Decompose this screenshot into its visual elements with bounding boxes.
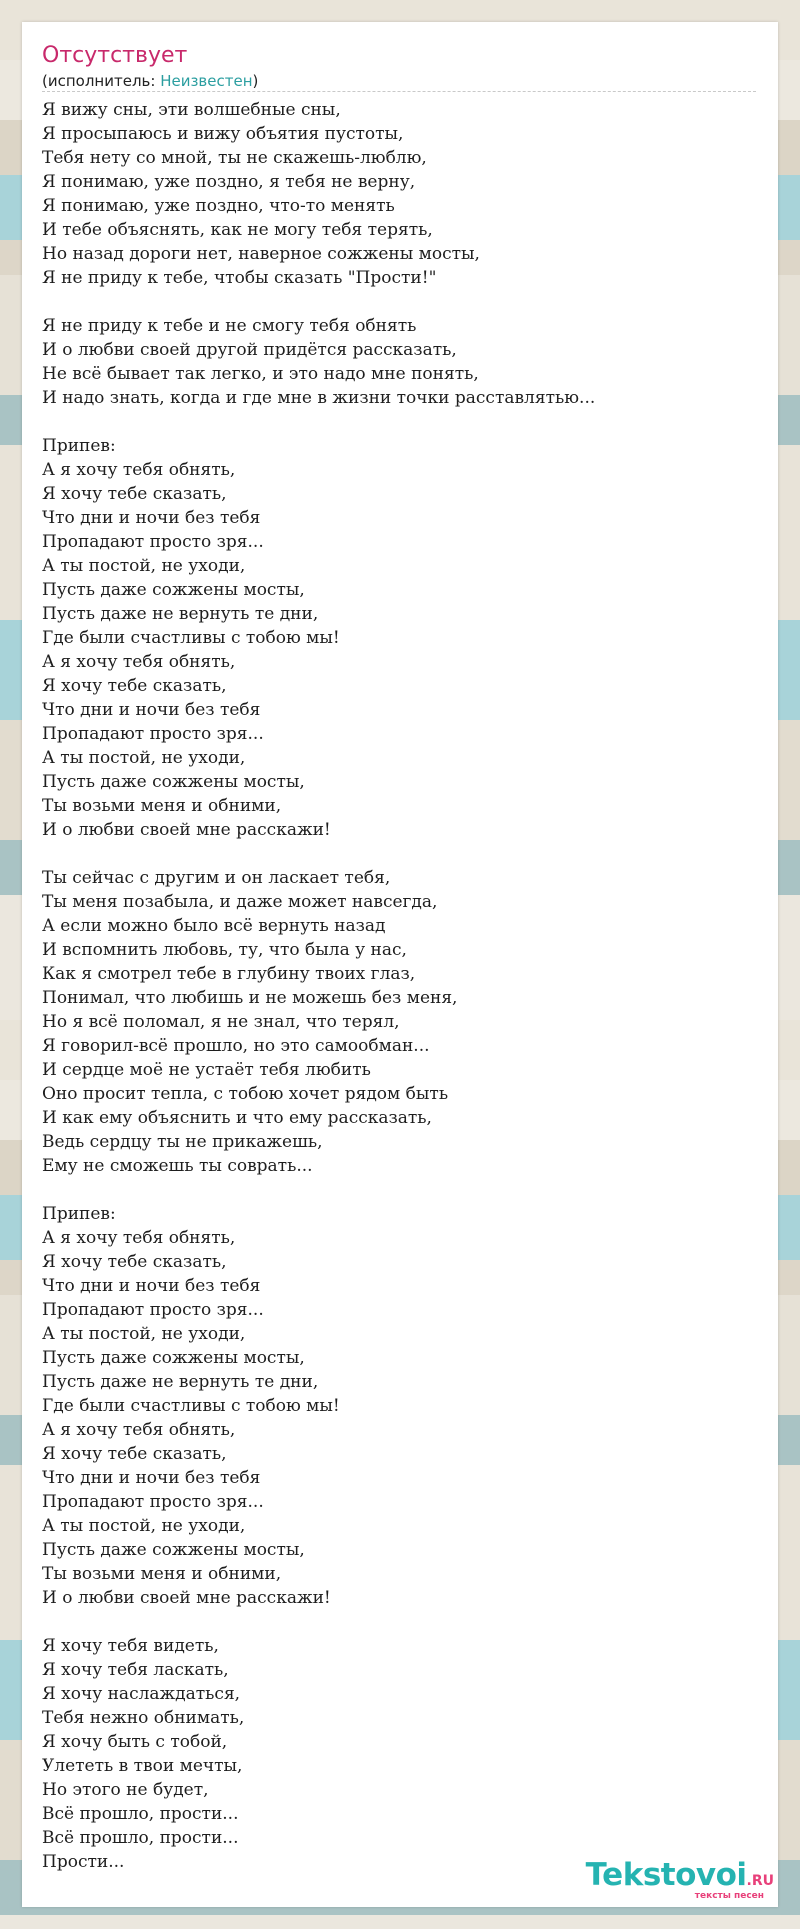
lyric-line: А ты постой, не уходи,	[42, 748, 246, 768]
lyric-line: Не всё бывает так легко, и это надо мне понять,	[42, 364, 479, 384]
lyric-line: Но этого не будет,	[42, 1780, 209, 1800]
lyric-line: Я хочу тебя ласкать,	[42, 1660, 229, 1680]
lyric-line: Что дни и ночи без тебя	[42, 1468, 261, 1488]
lyric-line: И о любви своей мне расскажи!	[42, 820, 331, 840]
lyric-line: Оно просит тепла, с тобою хочет рядом быть	[42, 1084, 449, 1104]
lyric-line: Я не приду к тебе, чтобы сказать "Прости!"	[42, 268, 437, 288]
lyric-line: И о любви своей другой придётся рассказать,	[42, 340, 457, 360]
lyric-line: Пропадают просто зря...	[42, 532, 264, 552]
lyric-line: Ведь сердцу ты не прикажешь,	[42, 1132, 323, 1152]
lyric-line: Но я всё поломал, я не знал, что терял,	[42, 1012, 400, 1032]
lyric-line: Пропадают просто зря...	[42, 1492, 264, 1512]
lyric-line: Прости...	[42, 1852, 125, 1872]
lyric-line: Ему не сможешь ты соврать...	[42, 1156, 313, 1176]
stanza-break	[42, 1610, 756, 1634]
site-logo[interactable]	[586, 1859, 774, 1901]
logo-tld: .RU	[746, 1873, 774, 1889]
lyric-line: Пусть даже сожжены мосты,	[42, 1540, 305, 1560]
lyric-line: Я хочу тебе сказать,	[42, 676, 227, 696]
lyric-line: Я хочу тебе сказать,	[42, 1252, 227, 1272]
lyric-line: И надо знать, когда и где мне в жизни точки расставлятью...	[42, 388, 596, 408]
lyric-line: Я хочу тебе сказать,	[42, 484, 227, 504]
lyric-line: Что дни и ночи без тебя	[42, 1276, 261, 1296]
lyric-line: Припев:	[42, 1204, 116, 1224]
lyric-line: А ты постой, не уходи,	[42, 1324, 246, 1344]
lyric-line: Пусть даже сожжены мосты,	[42, 580, 305, 600]
lyric-line: А я хочу тебя обнять,	[42, 1228, 236, 1248]
lyric-line: И сердце моё не устаёт тебя любить	[42, 1060, 371, 1080]
lyric-line: А если можно было всё вернуть назад	[42, 916, 386, 936]
lyric-line: Что дни и ночи без тебя	[42, 508, 261, 528]
lyric-line: Понимал, что любишь и не можешь без меня,	[42, 988, 458, 1008]
lyric-line: Что дни и ночи без тебя	[42, 700, 261, 720]
stanza-break	[42, 290, 756, 314]
lyric-line: А я хочу тебя обнять,	[42, 652, 236, 672]
lyric-line: Я понимаю, уже поздно, что-то менять	[42, 196, 395, 216]
lyric-line: Припев:	[42, 436, 116, 456]
lyric-line: Пропадают просто зря...	[42, 1300, 264, 1320]
lyric-line: Улететь в твои мечты,	[42, 1756, 243, 1776]
lyric-line: Пусть даже сожжены мосты,	[42, 1348, 305, 1368]
lyrics-text	[42, 98, 756, 1874]
lyric-line: Ты возьми меня и обними,	[42, 796, 282, 816]
lyric-line: Пусть даже не вернуть те дни,	[42, 604, 319, 624]
lyric-line: Тебя нежно обнимать,	[42, 1708, 245, 1728]
stanza-break	[42, 1178, 756, 1202]
lyric-line: Я хочу быть с тобой,	[42, 1732, 228, 1752]
lyric-line: Как я смотрел тебе в глубину твоих глаз,	[42, 964, 416, 984]
lyric-line: Всё прошло, прости...	[42, 1828, 239, 1848]
lyric-line: И как ему объяснить и что ему рассказать,	[42, 1108, 432, 1128]
logo-tagline: тексты песен	[694, 1891, 764, 1901]
lyric-line: Я хочу наслаждаться,	[42, 1684, 241, 1704]
artist-line	[42, 72, 756, 92]
lyric-line: И о любви своей мне расскажи!	[42, 1588, 331, 1608]
artist-link[interactable]: Неизвестен	[160, 72, 253, 90]
lyric-line: Я хочу тебе сказать,	[42, 1444, 227, 1464]
lyric-line: И вспомнить любовь, ту, что была у нас,	[42, 940, 407, 960]
lyric-line: Где были счастливы с тобою мы!	[42, 1396, 340, 1416]
lyric-line: Но назад дороги нет, наверное сожжены мосты,	[42, 244, 480, 264]
lyric-line: Я просыпаюсь и вижу объятия пустоты,	[42, 124, 404, 144]
lyric-line: Где были счастливы с тобою мы!	[42, 628, 340, 648]
lyric-line: А я хочу тебя обнять,	[42, 1420, 236, 1440]
artist-prefix: (исполнитель:	[42, 72, 161, 90]
lyric-line: Я понимаю, уже поздно, я тебя не верну,	[42, 172, 416, 192]
lyric-line: А я хочу тебя обнять,	[42, 460, 236, 480]
lyric-line: Я говорил-всё прошло, но это самообман...	[42, 1036, 430, 1056]
lyrics-card	[22, 22, 778, 1907]
lyric-line: Всё прошло, прости...	[42, 1804, 239, 1824]
song-title: Отсутствует	[42, 43, 188, 68]
lyric-line: Ты возьми меня и обними,	[42, 1564, 282, 1584]
lyric-line: А ты постой, не уходи,	[42, 1516, 246, 1536]
artist-suffix: )	[252, 72, 259, 90]
lyric-line: Ты меня позабыла, и даже может навсегда,	[42, 892, 438, 912]
logo-name: Tekstovoi	[585, 1857, 747, 1893]
lyric-line: А ты постой, не уходи,	[42, 556, 246, 576]
lyric-line: Я не приду к тебе и не смогу тебя обнять	[42, 316, 417, 336]
lyric-line: Я вижу сны, эти волшебные сны,	[42, 100, 341, 120]
stanza-break	[42, 842, 756, 866]
lyric-line: Я хочу тебя видеть,	[42, 1636, 219, 1656]
lyric-line: Ты сейчас с другим и он ласкает тебя,	[42, 868, 391, 888]
lyric-line: Пусть даже сожжены мосты,	[42, 772, 305, 792]
lyric-line: Пусть даже не вернуть те дни,	[42, 1372, 319, 1392]
stanza-break	[42, 410, 756, 434]
lyric-line: Тебя нету со мной, ты не скажешь-люблю,	[42, 148, 427, 168]
lyric-line: И тебе объяснять, как не могу тебя терять,	[42, 220, 433, 240]
lyric-line: Пропадают просто зря...	[42, 724, 264, 744]
